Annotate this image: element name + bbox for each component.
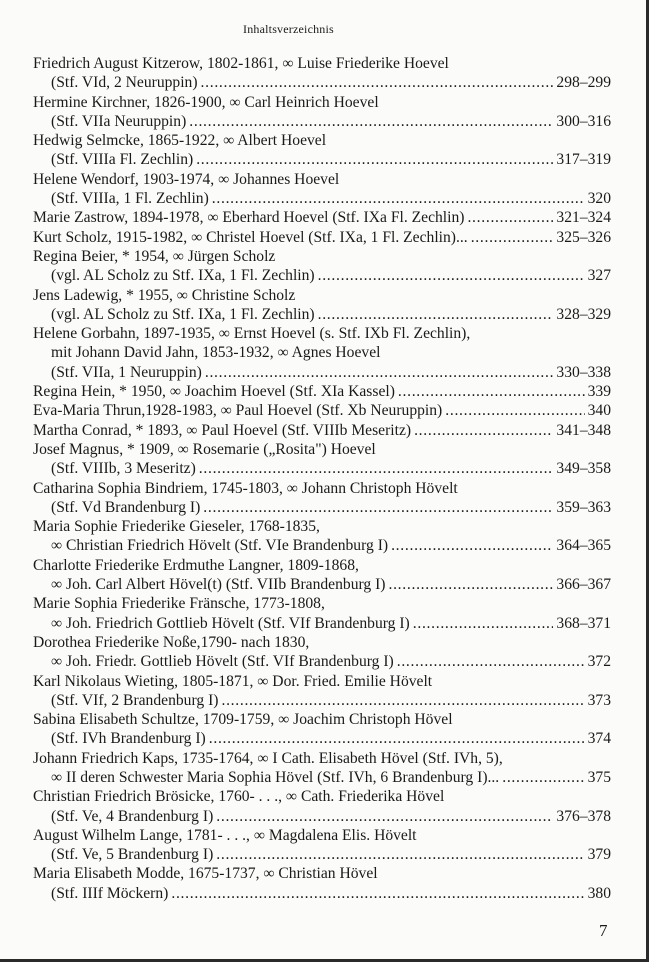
toc-entry-text: Kurt Scholz, 1915-1982, ∞ Christel Hoevel (Stf. IXa, 1 Fl. Zechlin)... — [33, 228, 468, 246]
dot-leader — [414, 421, 553, 440]
toc-entry-text: ∞ Joh. Carl Albert Hövel(t) (Stf. VIIb Brandenburg I) — [51, 576, 386, 594]
dot-leader — [398, 382, 585, 401]
dot-leader — [216, 807, 553, 826]
toc-entry-line-with-page — [33, 729, 611, 748]
toc-entry-line-with-page — [33, 536, 611, 555]
toc-entry-text: (Stf. IVh Brandenburg I) — [51, 730, 206, 748]
toc-entry-line-with-page — [33, 189, 611, 208]
toc-entry-line: Sabina Elisabeth Schultze, 1709-1759, ∞ Joachim Christoph Hövel — [33, 711, 453, 729]
toc-entry-line: Johann Friedrich Kaps, 1735-1764, ∞ I Cath. Elisabeth Hövel (Stf. IVh, 5), — [33, 749, 503, 767]
toc-entry-text: (vgl. AL Scholz zu Stf. IXa, 1 Fl. Zechlin) — [51, 305, 315, 323]
toc-entry-line: Regina Beier, * 1954, ∞ Jürgen Scholz — [33, 247, 276, 265]
toc-entry-line-with-page — [33, 363, 611, 382]
toc-entry-text: ∞ Joh. Friedr. Gottlieb Hövelt (Stf. VIf Brandenburg I) — [51, 653, 394, 671]
toc-entry-line-with-page — [33, 498, 611, 517]
toc-page-reference: 298–299 — [556, 74, 611, 92]
dot-leader — [196, 150, 553, 169]
toc-entry-line-with-page — [33, 768, 611, 787]
toc-page-reference: 374 — [587, 730, 611, 748]
running-header: Inhaltsverzeichnis — [243, 22, 334, 36]
dot-leader — [413, 614, 554, 633]
toc-page-reference: 339 — [587, 383, 611, 401]
dot-leader — [199, 459, 554, 478]
dot-leader — [203, 498, 553, 517]
toc-entry-text: (Stf. Ve, 5 Brandenburg I) — [51, 846, 214, 864]
toc-page-reference: 327 — [587, 267, 611, 285]
toc-entry-line-with-page — [33, 691, 611, 710]
toc-page-reference: 372 — [587, 653, 611, 671]
toc-entry-line-with-page — [33, 614, 611, 633]
toc-entry-line: Helene Wendorf, 1903-1974, ∞ Johannes Hoevel — [33, 170, 340, 188]
page-number: 7 — [599, 921, 608, 940]
toc-entry-line: Maria Sophie Friederike Gieseler, 1768-1835, — [33, 518, 320, 536]
toc-page-reference: 340 — [587, 402, 611, 420]
toc-entry-text: (Stf. VIf, 2 Brandenburg I) — [51, 691, 219, 709]
dot-leader — [502, 768, 584, 787]
toc-entry-line: Catharina Sophia Bindriem, 1745-1803, ∞ Johann Christoph Hövelt — [33, 479, 458, 497]
toc-entry-text: Eva-Maria Thrun,1928-1983, ∞ Paul Hoevel (Stf. Xb Neuruppin) — [33, 402, 443, 420]
dot-leader — [216, 845, 584, 864]
toc-page-reference: 328–329 — [556, 305, 611, 323]
toc-page-reference: 349–358 — [556, 460, 611, 478]
toc-entry-text: (Stf. Ve, 4 Brandenburg I) — [51, 807, 214, 825]
toc-page-reference: 366–367 — [556, 576, 611, 594]
toc-entry-text: (Stf. Vd Brandenburg I) — [51, 498, 201, 516]
toc-page-reference: 379 — [587, 846, 611, 864]
toc-page-reference: 364–365 — [556, 537, 611, 555]
toc-page-reference: 375 — [587, 768, 611, 786]
toc-page-reference: 380 — [587, 884, 611, 902]
toc-entry-text: (Stf. VIIIa, 1 Fl. Zechlin) — [51, 190, 209, 208]
dot-leader — [388, 575, 553, 594]
toc-entry-line-with-page — [33, 305, 611, 324]
toc-entry-line: Christian Friedrich Brösicke, 1760- . . ., ∞ Cath. Friederika Hövel — [33, 788, 445, 806]
toc-page-reference: 330–338 — [556, 363, 611, 381]
toc-entry-line: Karl Nikolaus Wieting, 1805-1871, ∞ Dor. Fried. Emilie Hövelt — [33, 672, 433, 690]
toc-entry-text: ∞ Christian Friedrich Hövelt (Stf. VIe Brandenburg I) — [51, 537, 389, 555]
dot-leader — [318, 305, 554, 324]
toc-entry-line-with-page — [33, 401, 611, 420]
dot-leader — [318, 266, 585, 285]
toc-entry-text: Martha Conrad, * 1893, ∞ Paul Hoevel (Stf. VIIIb Meseritz) — [33, 421, 412, 439]
toc-entry-line-with-page — [33, 421, 611, 440]
dot-leader — [467, 208, 553, 227]
toc-page-reference: 341–348 — [556, 421, 611, 439]
toc-entry-line-with-page — [33, 459, 611, 478]
table-of-contents — [33, 54, 611, 903]
dot-leader — [445, 401, 584, 420]
toc-page-reference: 359–363 — [556, 498, 611, 516]
toc-entry-line: August Wilhelm Lange, 1781- . . ., ∞ Magdalena Elis. Hövelt — [33, 826, 417, 844]
toc-page-reference: 317–319 — [556, 151, 611, 169]
dot-leader — [212, 189, 585, 208]
dot-leader — [397, 652, 585, 671]
toc-entry-line: Josef Magnus, * 1909, ∞ Rosemarie („Rosita") Hoevel — [33, 440, 376, 458]
toc-entry-line-with-page — [33, 150, 611, 169]
dot-leader — [189, 112, 553, 131]
toc-entry-text: (vgl. AL Scholz zu Stf. IXa, 1 Fl. Zechlin) — [51, 267, 315, 285]
toc-entry-line: Helene Gorbahn, 1897-1935, ∞ Ernst Hoevel (s. Stf. IXb Fl. Zechlin), — [33, 325, 471, 343]
toc-entry-line-with-page — [33, 266, 611, 285]
toc-entry-text: (Stf. IIIf Möckern) — [51, 884, 169, 902]
toc-page-reference: 373 — [587, 691, 611, 709]
toc-entry-line-with-page — [33, 73, 611, 92]
toc-page-reference: 325–326 — [556, 228, 611, 246]
toc-entry-line: Maria Elisabeth Modde, 1675-1737, ∞ Christian Hövel — [33, 865, 378, 883]
dot-leader — [209, 729, 585, 748]
toc-entry-line-with-page — [33, 208, 611, 227]
dot-leader — [201, 73, 554, 92]
toc-entry-line: Jens Ladewig, * 1955, ∞ Christine Scholz — [33, 286, 296, 304]
toc-page-reference: 368–371 — [556, 614, 611, 632]
toc-entry-line-with-page — [33, 807, 611, 826]
dot-leader — [221, 691, 584, 710]
dot-leader — [205, 363, 554, 382]
toc-entry-text: (Stf. VIIa, 1 Neuruppin) — [51, 363, 202, 381]
toc-entry-line: Friedrich August Kitzerow, 1802-1861, ∞ Luise Friederike Hoevel — [33, 55, 449, 72]
toc-page-reference: 321–324 — [556, 209, 611, 227]
toc-entry-line: Hermine Kirchner, 1826-1900, ∞ Carl Heinrich Hoevel — [33, 93, 379, 111]
toc-entry-line-with-page — [33, 382, 611, 401]
toc-entry-line-with-page — [33, 652, 611, 671]
toc-entry-line: mit Johann David Jahn, 1853-1932, ∞ Agnes Hoevel — [51, 344, 381, 362]
toc-entry-text: ∞ II deren Schwester Maria Sophia Hövel (Stf. IVh, 6 Brandenburg I)... — [51, 768, 500, 786]
toc-entry-text: (Stf. VId, 2 Neuruppin) — [51, 74, 198, 92]
toc-entry-text: ∞ Joh. Friedrich Gottlieb Hövelt (Stf. VIf Brandenburg I) — [51, 614, 410, 632]
toc-entry-text: Marie Zastrow, 1894-1978, ∞ Eberhard Hoevel (Stf. IXa Fl. Zechlin) — [33, 209, 465, 227]
toc-page-reference: 300–316 — [556, 112, 611, 130]
dot-leader — [471, 228, 554, 247]
toc-entry-line: Dorothea Friederike Noße,1790- nach 1830, — [33, 633, 310, 651]
toc-entry-line-with-page — [33, 228, 611, 247]
toc-entry-line: Charlotte Friederike Erdmuthe Langner, 1809-1868, — [33, 556, 359, 574]
toc-page-reference: 320 — [587, 190, 611, 208]
toc-entry-line-with-page — [33, 845, 611, 864]
toc-entry-text: (Stf. VIIa Neuruppin) — [51, 112, 187, 130]
toc-entry-text: Regina Hein, * 1950, ∞ Joachim Hoevel (Stf. XIa Kassel) — [33, 383, 395, 401]
toc-entry-line: Marie Sophia Friederike Fränsche, 1773-1808, — [33, 595, 325, 613]
dot-leader — [391, 536, 553, 555]
toc-entry-line: Hedwig Selmcke, 1865-1922, ∞ Albert Hoevel — [33, 132, 327, 150]
toc-page-reference: 376–378 — [556, 807, 611, 825]
toc-entry-text: (Stf. VIIIb, 3 Meseritz) — [51, 460, 196, 478]
toc-entry-line-with-page — [33, 112, 611, 131]
toc-entry-text: (Stf. VIIIa Fl. Zechlin) — [51, 151, 194, 169]
toc-entry-line-with-page — [33, 884, 611, 903]
toc-entry-line-with-page — [33, 575, 611, 594]
dot-leader — [171, 884, 584, 903]
